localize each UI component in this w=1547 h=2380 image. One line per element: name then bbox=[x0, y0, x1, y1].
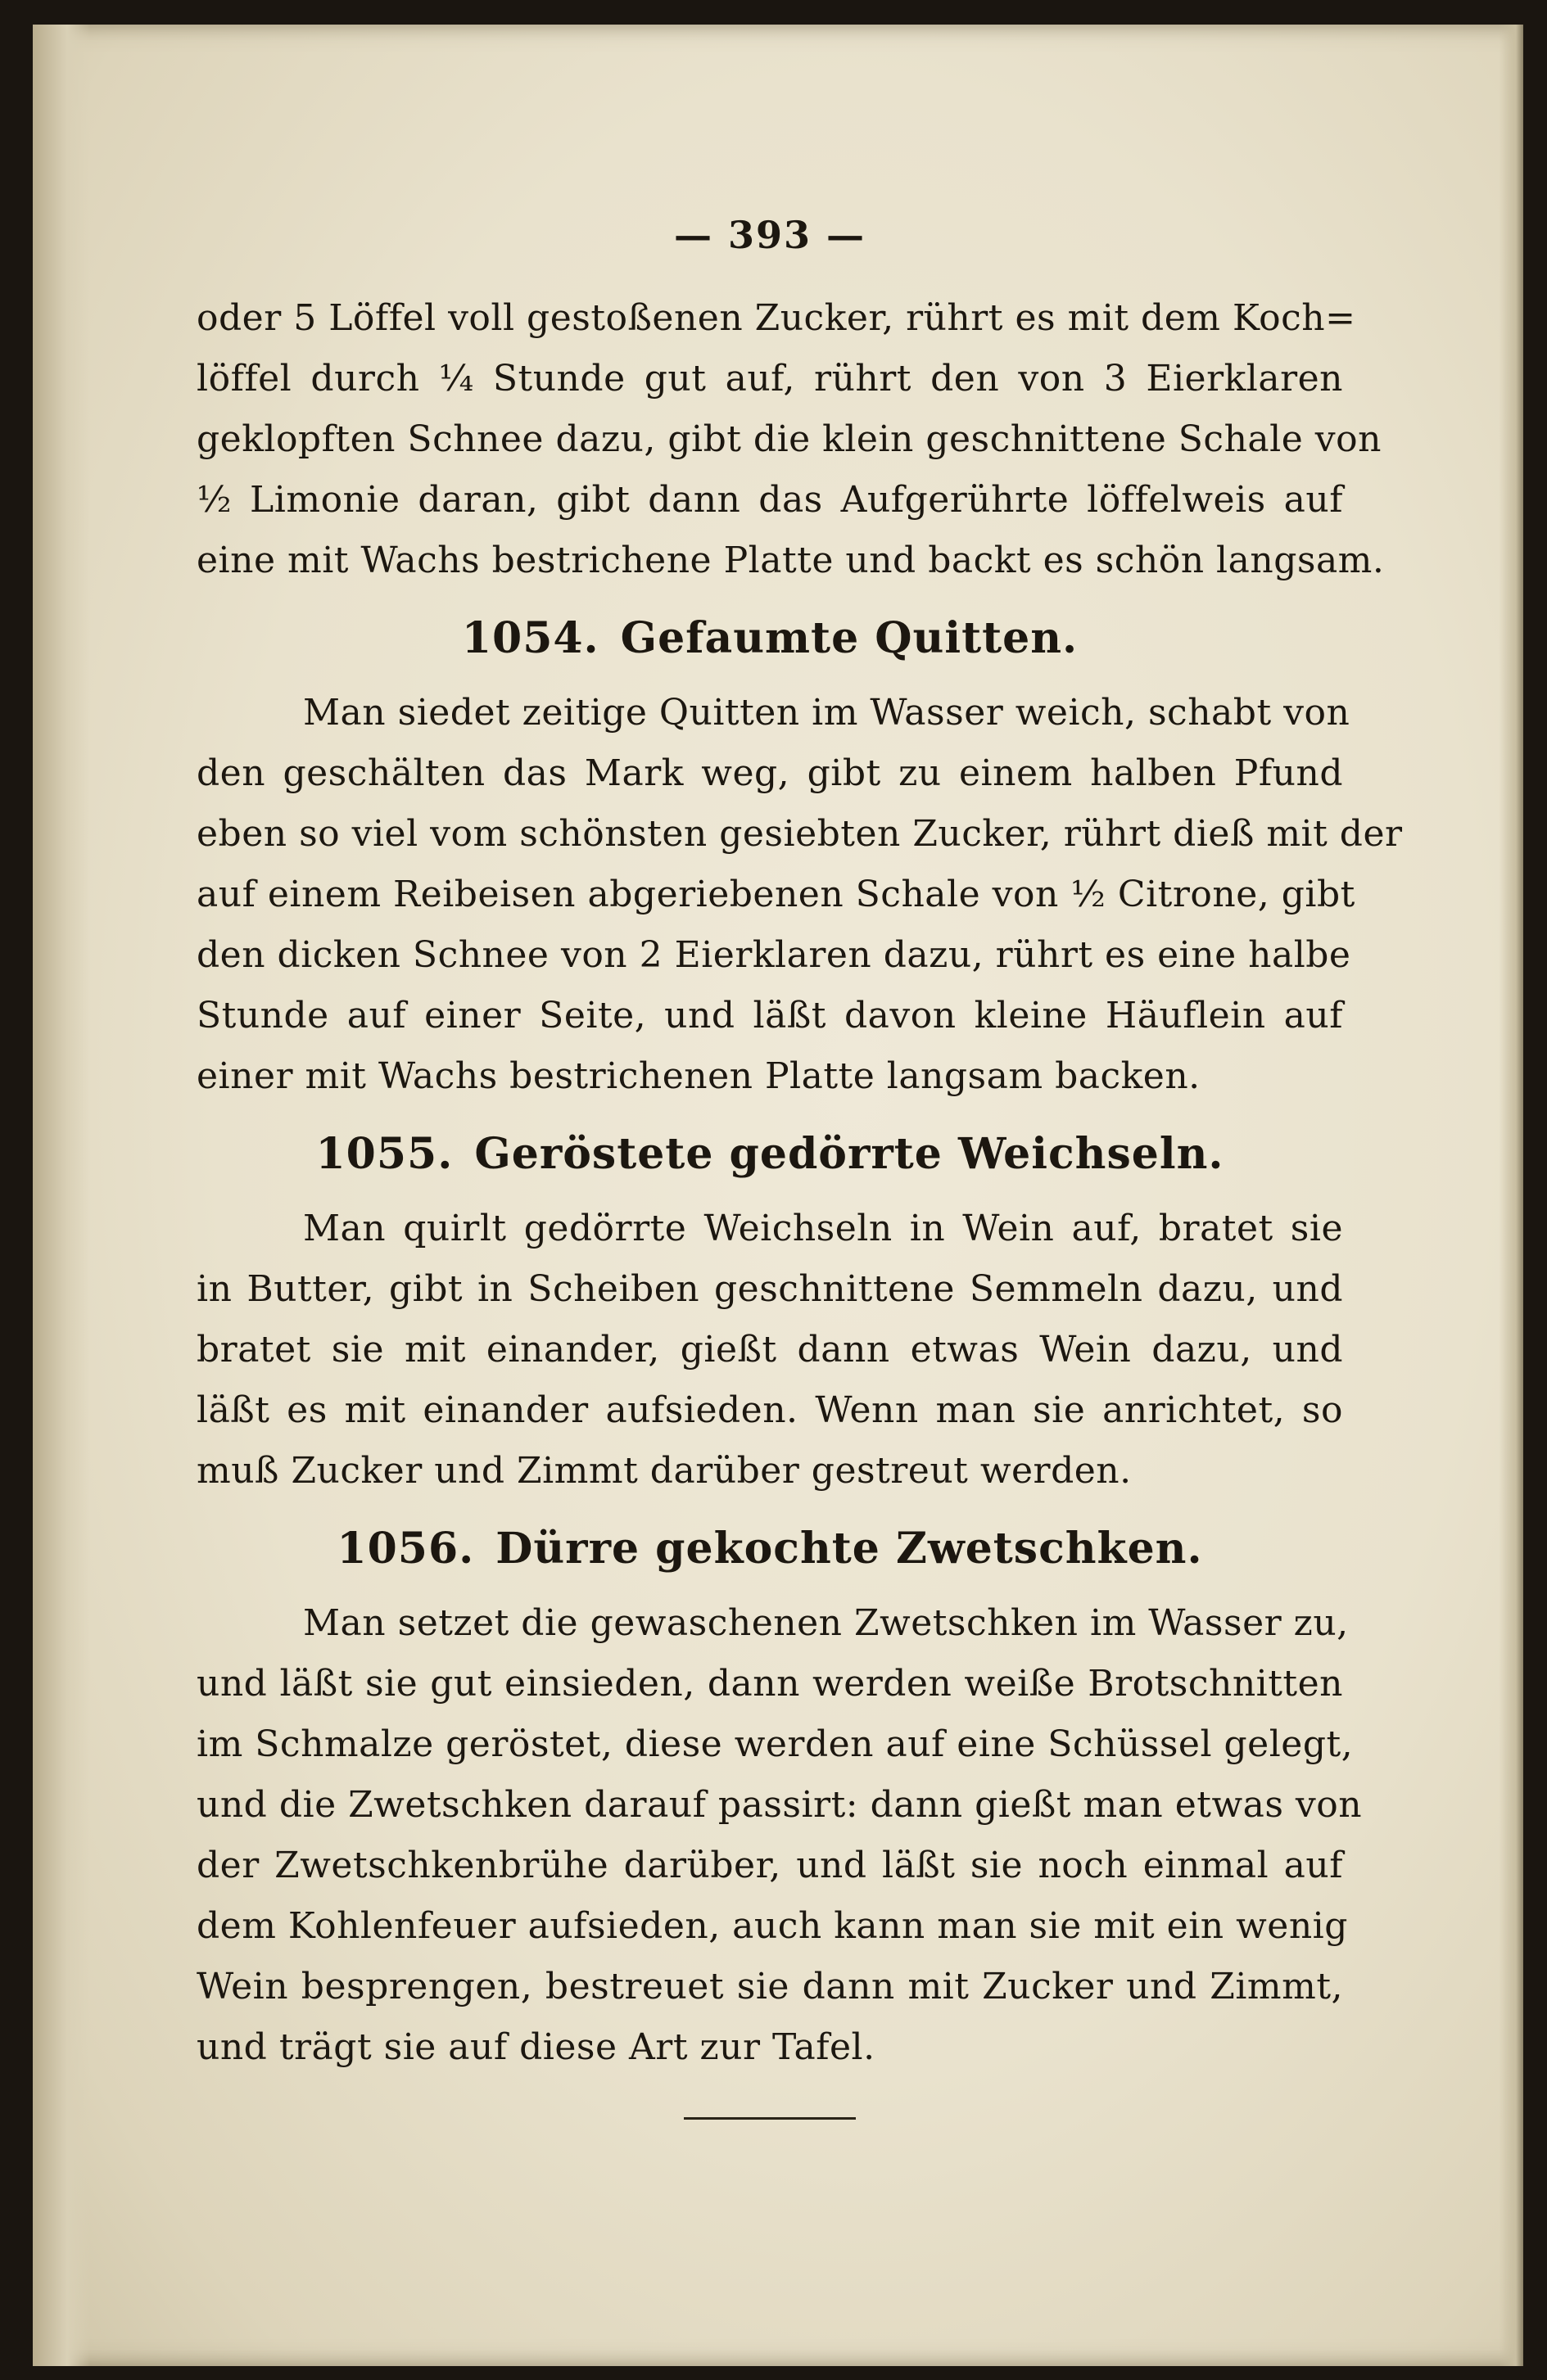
recipe-1056 bbox=[197, 1508, 1363, 2078]
recipe-number: 1055. bbox=[315, 1129, 454, 1179]
recipe-title: Dürre gekochte Zwetschken. bbox=[495, 1524, 1203, 1574]
page-edge-shadow bbox=[1499, 25, 1523, 2366]
text-line: eine mit Wachs bestrichene Platte und backt es schön langsam. bbox=[197, 540, 1385, 581]
recipe-1055 bbox=[197, 1113, 1343, 1502]
text-line: auf einem Reibeisen abgeriebenen Schale von ½ Citrone, gibt bbox=[197, 874, 1355, 915]
text-line: läßt es mit einander aufsieden. Wenn man sie anrichtet, so bbox=[197, 1389, 1343, 1431]
recipe-1054 bbox=[197, 598, 1403, 1107]
intro-paragraph bbox=[197, 288, 1385, 591]
recipe-title: Gefaumte Quitten. bbox=[620, 613, 1079, 663]
book-spine-shadow bbox=[33, 25, 90, 2366]
text-line: im Schmalze geröstet, diese werden auf eine Schüssel gelegt, bbox=[197, 1723, 1354, 1765]
text-line: löffel durch ¼ Stunde gut auf, rührt den von 3 Eierklaren bbox=[197, 358, 1343, 400]
recipe-number: 1054. bbox=[461, 613, 599, 663]
recipe-heading bbox=[197, 598, 1343, 680]
recipe-heading bbox=[197, 1113, 1343, 1195]
text-line: und trägt sie auf diese Art zur Tafel. bbox=[197, 2026, 875, 2068]
text-line: den geschälten das Mark weg, gibt zu einem halben Pfund bbox=[197, 752, 1343, 794]
text-line: Wein besprengen, bestreuet sie dann mit Zucker und Zimmt, bbox=[197, 1966, 1343, 2007]
page-number: — 393 — bbox=[673, 213, 866, 257]
text-line: oder 5 Löffel voll gestoßenen Zucker, rührt es mit dem Koch= bbox=[197, 297, 1356, 339]
page-text bbox=[197, 213, 1403, 2120]
book-page bbox=[33, 25, 1523, 2366]
recipe-heading bbox=[197, 1508, 1343, 1590]
text-line: eben so viel vom schönsten gesiebten Zucker, rührt dieß mit der bbox=[197, 813, 1403, 855]
text-line: Stunde auf einer Seite, und läßt davon kleine Häuflein auf bbox=[197, 995, 1343, 1036]
text-line: Man quirlt gedörrte Weichseln in Wein auf, bratet sie bbox=[303, 1208, 1343, 1249]
text-line: den dicken Schnee von 2 Eierklaren dazu, rührt es eine halbe bbox=[197, 934, 1351, 976]
text-line: geklopften Schnee dazu, gibt die klein geschnittene Schale von bbox=[197, 418, 1382, 460]
text-line: und die Zwetschken darauf passirt: dann gießt man etwas von bbox=[197, 1784, 1363, 1826]
text-line: Man siedet zeitige Quitten im Wasser weich, schabt von bbox=[303, 692, 1350, 734]
text-line: und läßt sie gut einsieden, dann werden weiße Brotschnitten bbox=[197, 1663, 1343, 1705]
text-line: der Zwetschkenbrühe darüber, und läßt sie noch einmal auf bbox=[197, 1845, 1343, 1886]
end-rule bbox=[684, 2117, 856, 2120]
recipe-title: Geröstete gedörrte Weichseln. bbox=[474, 1129, 1224, 1179]
text-line: ½ Limonie daran, gibt dann das Aufgerührte löffelweis auf bbox=[197, 479, 1343, 521]
text-line: muß Zucker und Zimmt darüber gestreut werden. bbox=[197, 1450, 1132, 1492]
text-line: in Butter, gibt in Scheiben geschnittene Semmeln dazu, und bbox=[197, 1268, 1343, 1310]
text-line: bratet sie mit einander, gießt dann etwas Wein dazu, und bbox=[197, 1329, 1343, 1371]
text-line: einer mit Wachs bestrichenen Platte langsam backen. bbox=[197, 1055, 1201, 1097]
text-line: Man setzet die gewaschenen Zwetschken im Wasser zu, bbox=[303, 1602, 1349, 1644]
recipe-number: 1056. bbox=[337, 1524, 475, 1574]
text-line: dem Kohlenfeuer aufsieden, auch kann man sie mit ein wenig bbox=[197, 1905, 1348, 1947]
